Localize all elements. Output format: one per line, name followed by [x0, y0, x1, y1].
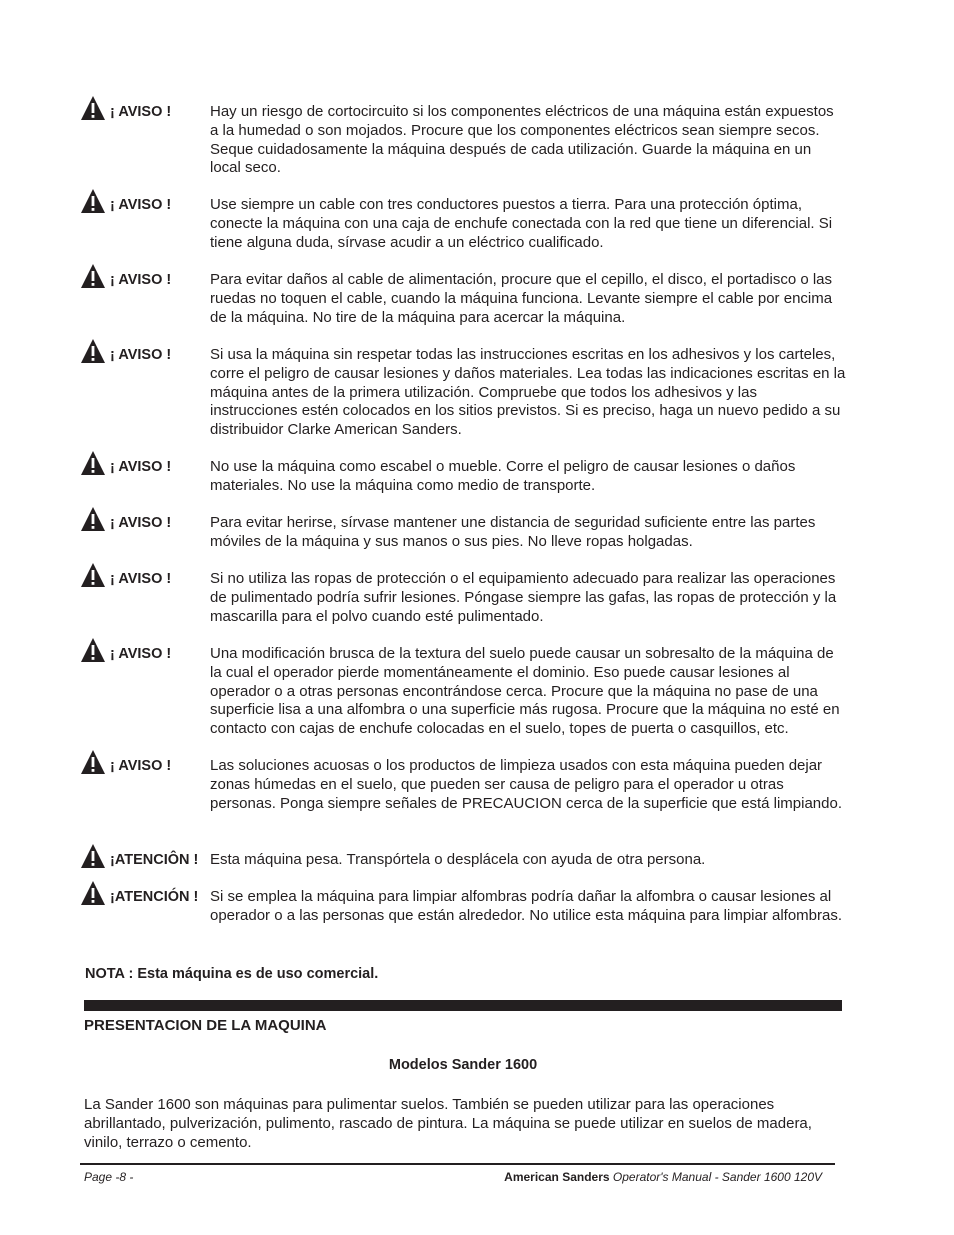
footer-manual-title: [504, 1170, 822, 1184]
warning-text: Para evitar herirse, sírvase mantener une distancia de seguridad suficiente entre las partes móviles de la máquina y sus manos o sus pies. No lleve ropas holgadas.: [210, 514, 816, 550]
warning-text: No use la máquina como escabel o mueble. Corre el peligro de causar lesiones o daños materiales. No use la máquina como medio de transporte.: [210, 458, 796, 494]
warning-triangle-icon: [80, 188, 106, 214]
warning-triangle-icon: [80, 263, 106, 289]
warning-label: ¡ AVISO !: [80, 196, 171, 214]
footer-manual: Operator's Manual - Sander 1600 120V: [612, 1170, 822, 1184]
warning-triangle-icon: [80, 843, 106, 869]
warning-label: ¡ AVISO !: [80, 570, 171, 588]
warning-triangle-icon: [80, 749, 106, 775]
warning-label: ¡ATENCIÔN !: [80, 851, 198, 869]
section-divider: [84, 1000, 842, 1011]
warning-label: ¡ AVISO !: [80, 757, 171, 775]
footer-brand: American Sanders: [504, 1170, 610, 1184]
warning-label: ¡ AVISO !: [80, 645, 171, 663]
warning-text: Una modificación brusca de la textura del suelo puede causar un sobresalto de la máquina de la cual el operador pierde momentáneamente el dominio. Eso puede causar lesiones al operador o a otras personas encontrándose cerca. Procure que la máquina no pase de una superficie lisa a una alfombra o una superficie más rugosa. Procure que la máquina no esté en contacto con cajas de enchufe colocadas en el suelo, topes de puerta o casquillos, etc.: [210, 645, 840, 738]
section-title: PRESENTACION DE LA MAQUINA: [84, 1017, 327, 1034]
warning-text: Si no utiliza las ropas de protección o el equipamiento adecuado para realizar las operaciones de pulimentado podría sufrir lesiones. Póngase siempre las gafas, las ropas de protección y la mascarilla para el polvo cuando esté pulimentado.: [210, 570, 837, 625]
page-number: Page -8 -: [84, 1170, 134, 1184]
warning-text: Use siempre un cable con tres conductores puestos a tierra. Para una protección óptima, conecte la máquina con una caja de enchufe conectada con la red que tiene un diferencial. Si tiene alguna duda, sírvase acudir a un eléctrico cualificado.: [210, 196, 833, 251]
warning-triangle-icon: [80, 338, 106, 364]
warning-text: Hay un riesgo de cortocircuito si los componentes eléctricos de una máquina están expuestos a la humedad o son mojados. Procure que los componentes eléctricos sean siempre secos. Seque cuidadosamente la máquina después de cada utilización. Guarde la máquina en un local seco.: [210, 103, 834, 177]
warning-label: ¡ AVISO !: [80, 103, 171, 121]
warning-triangle-icon: [80, 95, 106, 121]
warning-text: Esta máquina pesa. Transpórtela o desplácela con ayuda de otra persona.: [210, 851, 706, 868]
warning-triangle-icon: [80, 506, 106, 532]
warning-text: Si usa la máquina sin respetar todas las instrucciones escritas en los adhesivos y los carteles, corre el peligro de causar lesiones y daños materiales. Lea todas las indicaciones escritas en la máquina antes de la primera utilización. Compruebe que todos los adhesivos y las instrucciones estén colocados en los sitios previstos. Si es preciso, haga un nuevo pedido a su distribuidor Clarke American Sanders.: [210, 346, 846, 439]
warning-text: Para evitar daños al cable de alimentación, procure que el cepillo, el disco, el portadisco o las ruedas no toquen el cable, cuando la máquina funciona. Levante siempre el cable por encima de la máquina. No tire de la máquina para acercar la máquina.: [210, 271, 833, 326]
models-subtitle: Modelos Sander 1600: [388, 1057, 538, 1073]
warning-label: ¡ AVISO !: [80, 514, 171, 532]
warning-text: Las soluciones acuosas o los productos de limpieza usados con esta máquina pueden dejar zonas húmedas en el suelo, que pueden ser causa de peligro para el operador u otras personas. Ponga siempre señales de PRECAUCION cerca de la superficie que está limpiando.: [210, 757, 842, 812]
commercial-use-note: NOTA : Esta máquina es de uso comercial.: [85, 966, 379, 982]
warning-triangle-icon: [80, 880, 106, 906]
warning-triangle-icon: [80, 562, 106, 588]
warning-triangle-icon: [80, 637, 106, 663]
warning-label: ¡ AVISO !: [80, 458, 171, 476]
warning-triangle-icon: [80, 450, 106, 476]
warning-label: ¡ AVISO !: [80, 346, 171, 364]
warning-label: ¡ATENCIÓN !: [80, 888, 198, 906]
warning-label: ¡ AVISO !: [80, 271, 171, 289]
intro-paragraph: La Sander 1600 son máquinas para pulimentar suelos. También se pueden utilizar para las operaciones abrillantado, pulverización, pulimento, rascado de pintura. La máquina se puede utilizar en suelos de madera, vinilo, terrazo o cemento.: [84, 1096, 812, 1151]
footer-divider: [80, 1163, 835, 1165]
warning-text: Si se emplea la máquina para limpiar alfombras podría dañar la alfombra o causar lesiones al operador o a las personas que están alrededor. No utilice esta máquina para limpiar alfombras.: [210, 888, 843, 924]
